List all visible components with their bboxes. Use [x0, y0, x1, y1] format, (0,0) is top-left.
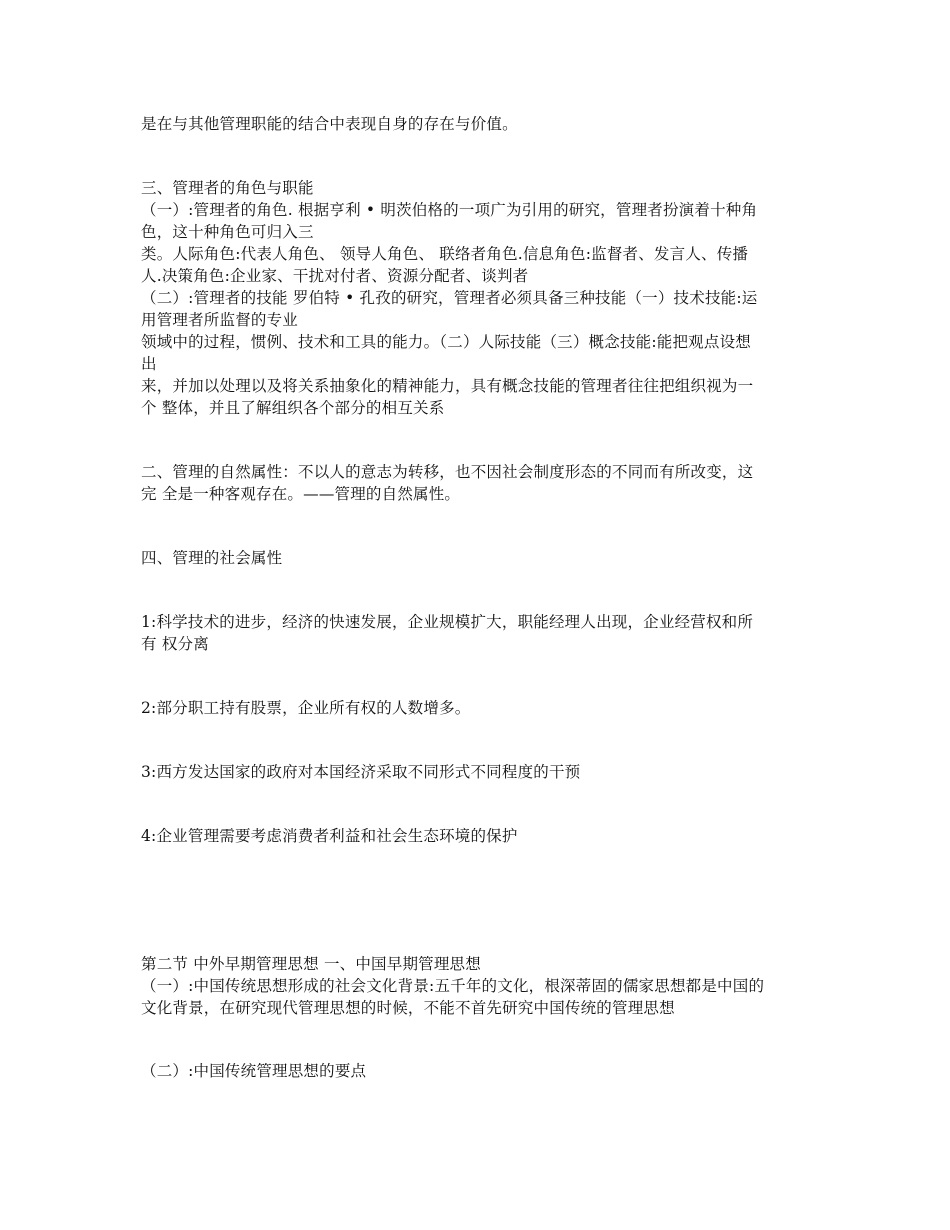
- text-line: 个 整体，并且了解组织各个部分的相互关系: [141, 399, 445, 417]
- list-item-continuation: 有 权分离: [141, 635, 209, 653]
- text-line: 出: [141, 355, 157, 373]
- text-line: 类。人际角色:代表人角色、 领导人角色、 联络者角色.信息角色:监督者、发言人、传播: [141, 245, 749, 263]
- list-item: 3:西方发达国家的政府对本国经济采取不同形式不同程度的干预: [141, 763, 581, 781]
- section-heading: 第二节 中外早期管理思想 一、中国早期管理思想: [141, 955, 481, 973]
- section-heading: 四、管理的社会属性: [141, 549, 283, 567]
- text-line: 色，这十种角色可归入三: [141, 223, 314, 241]
- text-line: （二）:管理者的技能 罗伯特 • 孔孜的研究，管理者必须具备三种技能（一）技术技能:运: [141, 289, 758, 307]
- text-line: 来，并加以处理以及将关系抽象化的精神能力，具有概念技能的管理者往往把组织视为一: [141, 377, 754, 395]
- subsection-heading: （二）:中国传统管理思想的要点: [141, 1062, 367, 1080]
- text-line: 用管理者所监督的专业: [141, 311, 299, 329]
- list-item: 4:企业管理需要考虑消费者利益和社会生态环境的保护: [141, 827, 518, 845]
- list-item: 2:部分职工持有股票，企业所有权的人数增多。: [141, 699, 471, 717]
- text-line: 领域中的过程，惯例、技术和工具的能力。（二）人际技能（三）概念技能:能把观点设想: [141, 333, 751, 351]
- text-line: （一）:中国传统思想形成的社会文化背景:五千年的文化，根深蒂固的儒家思想都是中国的: [141, 977, 765, 995]
- text-line: 人.决策角色:企业家、干扰对付者、资源分配者、谈判者: [141, 267, 529, 285]
- text-line: 文化背景，在研究现代管理思想的时候，不能不首先研究中国传统的管理思想: [141, 999, 675, 1017]
- text-line: 是在与其他管理职能的结合中表现自身的存在与价值。: [141, 115, 518, 133]
- text-line: （一）:管理者的角色. 根据亨利 • 明茨伯格的一项广为引用的研究，管理者扮演着十种角: [141, 201, 758, 219]
- text-line: 二、管理的自然属性：不以人的意志为转移，也不因社会制度形态的不同而有所改变，这: [141, 463, 754, 481]
- list-item: 1:科学技术的进步，经济的快速发展，企业规模扩大，职能经理人出现，企业经营权和所: [141, 613, 754, 631]
- text-line: 完 全是一种客观存在。——管理的自然属性。: [141, 485, 461, 503]
- section-heading: 三、管理者的角色与职能: [141, 179, 314, 197]
